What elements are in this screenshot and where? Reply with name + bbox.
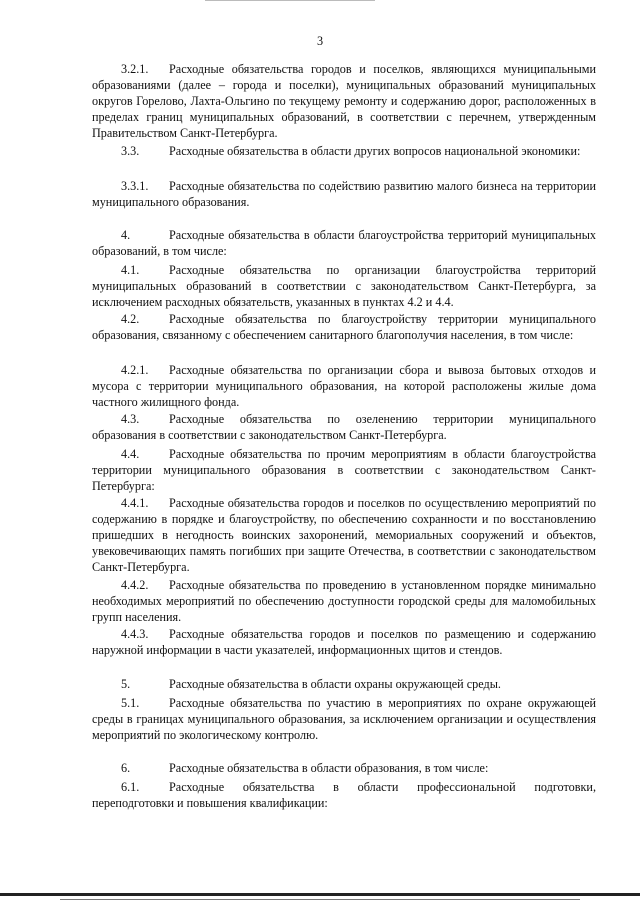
paragraph-number: 3.3. — [121, 144, 140, 158]
paragraph-number: 3.2.1. — [121, 62, 149, 76]
paragraph-text: Расходные обязательства городов и поселков по размещению и содержанию наружной информации в части указателей, информационных щитов и стендов. — [92, 627, 596, 657]
paragraph-number: 4.4. — [121, 447, 140, 461]
bottom-scan-line — [0, 893, 640, 896]
paragraph-number: 4.4.1. — [121, 496, 149, 510]
paragraph-text: Расходные обязательства в области других вопросов национальной экономики: — [169, 144, 581, 158]
paragraph-4-2-1 — [92, 362, 596, 410]
paragraph-text: Расходные обязательства в области образования, в том числе: — [169, 761, 489, 775]
bottom-scan-line-thin — [60, 899, 580, 900]
paragraph-3-2-1 — [92, 61, 596, 141]
paragraph-number: 4. — [121, 228, 131, 242]
paragraph-text: Расходные обязательства по организации сбора и вывоза бытовых отходов и мусора с территории муниципального образования, на которой расположены жилые дома частного жилищного фонда. — [92, 363, 596, 409]
paragraph-4-4-3 — [92, 626, 596, 658]
paragraph-number: 5. — [121, 677, 131, 691]
paragraph-6-1 — [92, 779, 596, 811]
paragraph-5 — [92, 676, 596, 692]
paragraph-text: Расходные обязательства по участию в мероприятиях по охране окружающей среды в границах муниципального образования, за исключением организации и осуществления мероприятий по экологическому контролю. — [92, 696, 596, 742]
paragraph-6 — [92, 760, 596, 776]
paragraph-4-4 — [92, 446, 596, 494]
paragraph-3-3-1 — [92, 178, 596, 210]
paragraph-4-4-1 — [92, 495, 596, 575]
paragraph-3-3 — [92, 143, 596, 159]
paragraph-text: Расходные обязательства по организации благоустройства территорий муниципальных образований в соответствии с законодательством Санкт-Петербурга, за исключением расходных обязательств, указанных в пунктах 4.2 и 4.4. — [92, 263, 596, 309]
paragraph-text: Расходные обязательства по прочим мероприятиям в области благоустройства территории муниципального образования в соответствии с законодательством Санкт-Петербурга: — [92, 447, 596, 493]
paragraph-number: 3.3.1. — [121, 179, 149, 193]
paragraph-text: Расходные обязательства городов и поселков по осуществлению мероприятий по содержанию в порядке и благоустройству, по обеспечению сохранности и по восстановлению пришедших в негодность воинских захоронений, мемориальных сооружений и объектов, увековечивающих память погибших при защите Отечества, в соответствии с законодательством Санкт-Петербурга. — [92, 496, 596, 574]
paragraph-number: 4.4.3. — [121, 627, 149, 641]
paragraph-number: 5.1. — [121, 696, 140, 710]
paragraph-text: Расходные обязательства по проведению в установленном порядке минимально необходимых мероприятий по обеспечению доступности городской среды для маломобильных групп населения. — [92, 578, 596, 624]
paragraph-text: Расходные обязательства по содействию развитию малого бизнеса на территории муниципального образования. — [92, 179, 596, 209]
paragraph-4-1 — [92, 262, 596, 310]
paragraph-number: 4.3. — [121, 412, 140, 426]
paragraph-text: Расходные обязательства в области благоустройства территорий муниципальных образований, в том числе: — [92, 228, 596, 258]
top-scan-line — [205, 0, 375, 1]
paragraph-number: 4.1. — [121, 263, 140, 277]
paragraph-number: 4.2.1. — [121, 363, 149, 377]
paragraph-text: Расходные обязательства городов и поселков, являющихся муниципальными образованиями (далее – города и поселки), муниципальных образований муниципальных округов Горелово, Лахта-Ольгино по текущему ремонту и содержанию дорог, расположенных в пределах границ муниципальных образований, в соответствии с перечнем, утвержденным Правительством Санкт-Петербурга. — [92, 62, 596, 140]
paragraph-text: Расходные обязательства в области охраны окружающей среды. — [169, 677, 501, 691]
paragraph-5-1 — [92, 695, 596, 743]
paragraph-4-2 — [92, 311, 596, 343]
paragraph-number: 4.4.2. — [121, 578, 149, 592]
paragraph-number: 6. — [121, 761, 131, 775]
page-number: 3 — [316, 34, 324, 48]
paragraph-number: 6.1. — [121, 780, 140, 794]
paragraph-text: Расходные обязательства по благоустройству территории муниципального образования, связанному с обеспечением санитарного благополучия населения, в том числе: — [92, 312, 596, 342]
paragraph-4 — [92, 227, 596, 259]
paragraph-text: Расходные обязательства по озеленению территории муниципального образования в соответствии с законодательством Санкт-Петербурга. — [92, 412, 596, 442]
paragraph-4-4-2 — [92, 577, 596, 625]
paragraph-4-3 — [92, 411, 596, 443]
paragraph-text: Расходные обязательства в области профессиональной подготовки, переподготовки и повышения квалификации: — [92, 780, 596, 810]
paragraph-number: 4.2. — [121, 312, 140, 326]
